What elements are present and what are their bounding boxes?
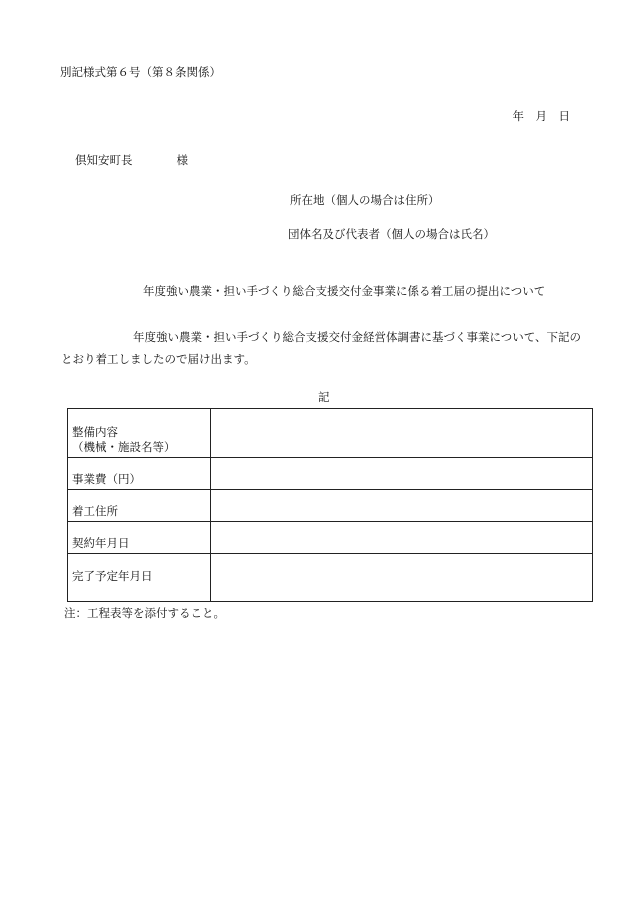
label-sub: （機械・施設名等） (72, 440, 176, 454)
table-row-label: 完了予定年月日 (68, 554, 211, 602)
table-row (68, 490, 593, 522)
table-row-value (211, 522, 593, 554)
table-row-value (211, 554, 593, 602)
table-row (68, 554, 593, 602)
applicant-org-label: 団体名及び代表者（個人の場合は氏名） (288, 227, 495, 241)
details-table (67, 408, 593, 602)
table-row-label: 事業費（円） (68, 458, 211, 490)
ki-heading: 記 (318, 390, 330, 404)
addressee-honorific: 様 (176, 153, 188, 167)
table-row-value (211, 458, 593, 490)
form-identifier: 別記様式第６号（第８条関係） (60, 65, 221, 79)
addressee (75, 154, 188, 168)
table-row (68, 458, 593, 490)
table-row-value (211, 409, 593, 458)
label-main: 整備内容 (72, 425, 118, 439)
table-row (68, 522, 593, 554)
body-paragraph (61, 326, 586, 370)
date-line: 年 月 日 (512, 109, 570, 123)
table-row (68, 409, 593, 458)
body-text: 年度強い農業・担い手づくり総合支援交付金経営体調書に基づく事業について、下記のとおり着工しましたので届け出ます。 (61, 330, 582, 366)
document-title: 年度強い農業・担い手づくり総合支援交付金事業に係る着工届の提出について (143, 284, 546, 298)
applicant-address-label: 所在地（個人の場合は住所） (290, 193, 440, 207)
table-row-label (68, 409, 211, 458)
table-row-label: 契約年月日 (68, 522, 211, 554)
footnote: 注：工程表等を添付すること。 (64, 606, 225, 620)
table-row-label: 着工住所 (68, 490, 211, 522)
table-row-value (211, 490, 593, 522)
addressee-name: 倶知安町長 (75, 153, 133, 167)
